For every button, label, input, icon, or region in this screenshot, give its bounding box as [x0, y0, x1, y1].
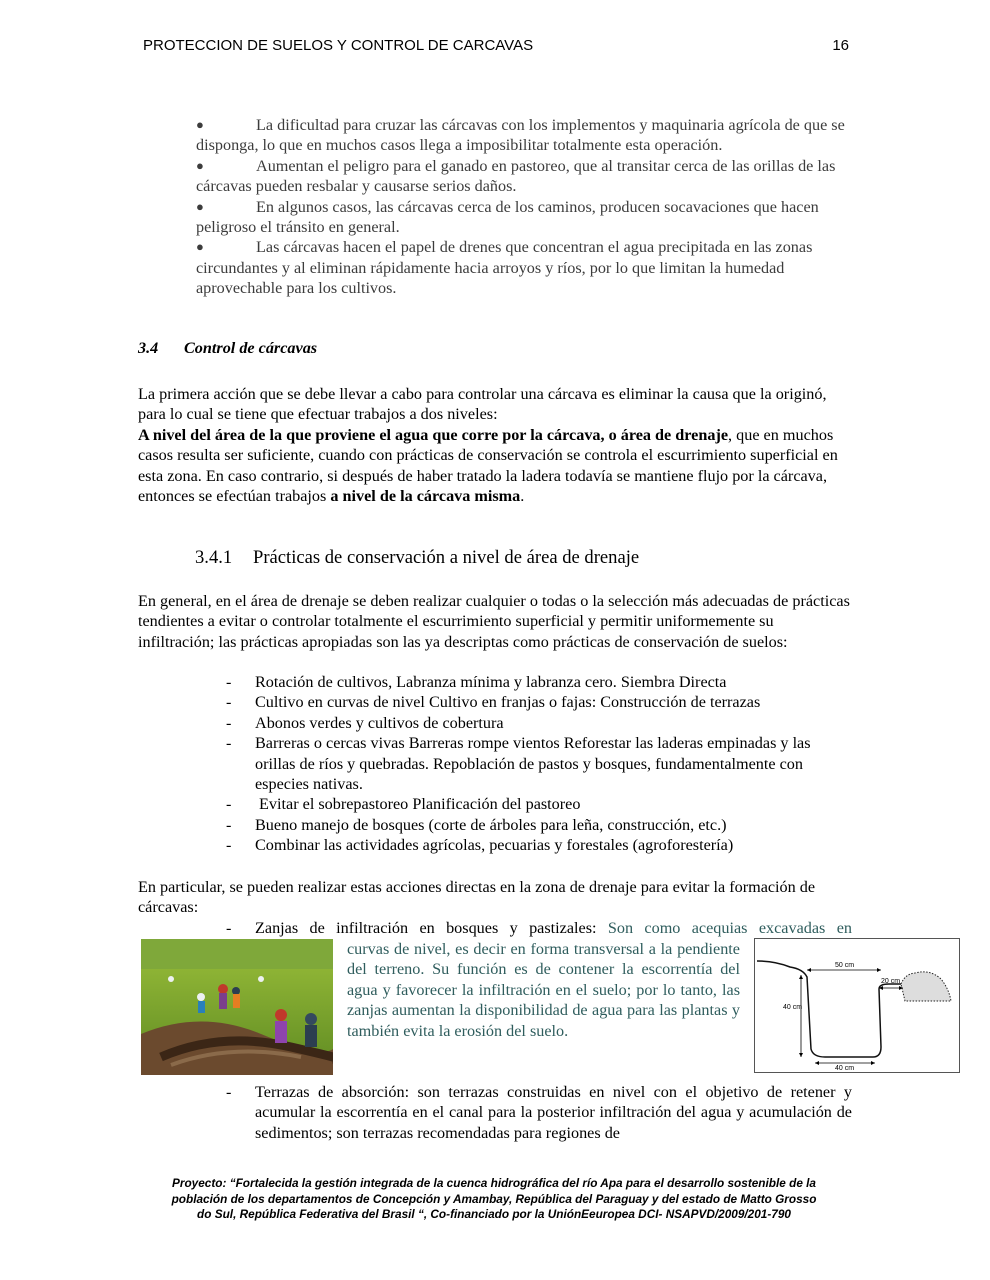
list-item: - Evitar el sobrepastoreo Planificación del pastoreo [226, 795, 581, 814]
terrazas-item: - Terrazas de absorción: son terrazas construidas en nivel con el objetivo de retener y acumular la escorrentía en el canal para la posterior infiltración del agua y acumulación de sedimentos; son terrazas recomendadas para regiones de [226, 1083, 852, 1142]
zanjas-description: curvas de nivel, es decir en forma transversal a la pendiente del terreno. Su función es de contener la escorrentía del agua y favorecer la infiltración en el suelo; por lo tanto, las zanjas aumentan la disponibilidad de agua para las plantas y también evita la erosión del suelo. [347, 940, 740, 1040]
list-item: - Combinar las actividades agrícolas, pecuarias y forestales (agroforestería) [226, 836, 734, 855]
list-item: - Cultivo en curvas de nivel Cultivo en franjas o fajas: Construcción de terrazas [226, 693, 761, 712]
paragraph-drainage: En general, en el área de drenaje se deben realizar cualquier o todas o la selección más adecuadas de prácticas tendientes a evitar o controlar totalmente el escurrimiento superficial y permitir uniformemente su infiltración; las prácticas apropiadas son las ya descriptas como prácticas de conservación de suelos: [138, 592, 850, 651]
page-number: 16 [832, 37, 849, 54]
bullet-item: ● En algunos casos, las cárcavas cerca de los caminos, producen socavaciones que hacen peligroso el tránsito en general. [196, 197, 819, 237]
section-title: Prácticas de conservación a nivel de área de drenaje [253, 547, 640, 568]
section-number: 3.4.1 [195, 547, 233, 568]
paragraph-direct-actions: En particular, se pueden realizar estas acciones directas en la zona de drenaje para evitar la formación de cárcavas: [138, 878, 816, 917]
section-heading-3-4-1 [195, 547, 639, 569]
zanjas-desc-start: Son como acequias excavadas en [607, 919, 852, 937]
zanjas-label: Zanjas de infiltración en bosques y pastizales: [255, 919, 608, 937]
infiltration-trench-photo [141, 939, 333, 1075]
trench-diagram [754, 938, 960, 1073]
list-item: - Bueno manejo de bosques (corte de árboles para leña, construcción, etc.) [226, 815, 727, 834]
bullet-item: ● Las cárcavas hacen el papel de drenes que concentran el agua precipitada en las zonas circundantes y al eliminan rápidamente hacia arroyos y ríos, por lo que limitan la humedad aprovechable para los cultivos. [196, 238, 813, 298]
diagram-depth: 40 cm [783, 1004, 803, 1011]
diagram-top-width: 50 cm [835, 962, 855, 969]
header-title: PROTECCION DE SUELOS Y CONTROL DE CARCAVAS [143, 37, 534, 54]
list-item: - Barreras o cercas vivas Barreras rompe vientos Reforestar las laderas empinadas y las orillas de ríos y quebradas. Repoblación de pastos y bosques, fundamentalmente con especies nativas. [226, 734, 811, 794]
page-footer: Proyecto: “Fortalecida la gestión integrada de la cuenca hidrográfica del río Apa para el desarrollo sostenible de la población de los departamentos de Concepción y Amambay, República del Paraguay y del estado de Matto Grosso do Sul, República Federativa del Brasil “, Co-financiado por la UniónEeuropea DCI- NSAPVD/2009/201-790 [171, 1176, 817, 1221]
section-number: 3.4 [138, 339, 159, 357]
paragraph-control-intro: La primera acción que se debe llevar a cabo para controlar una cárcava es eliminar la causa que la originó, para lo cual se tiene que efectuar trabajos a dos niveles: A nivel del área de la que proviene el agua que corre por la cárcava, o área de drenaje, que en muchos casos resulta ser suficiente, cuando con prácticas de conservación se controla el escurrimiento superficial en esta zona. En caso contrario, si después de haber tratado la ladera todavía se mantiene flujo por la cárcava, entonces se efectúan trabajos a nivel de la cárcava misma. [138, 385, 838, 506]
bullet-icon: ● [196, 117, 204, 132]
bullet-item: ● La dificultad para cruzar las cárcavas con los implementos y maquinaria agrícola de que se disponga, lo que en muchos casos llega a imposibilitar totalmente esta operación. [196, 116, 845, 155]
section-heading-3-4 [138, 339, 317, 358]
diagram-bottom-width: 40 cm [835, 1065, 855, 1072]
section-title: Control de cárcavas [184, 339, 318, 357]
list-item: - Abonos verdes y cultivos de cobertura [226, 713, 504, 732]
bullet-icon: ● [196, 239, 204, 255]
bullet-icon: ● [196, 157, 204, 173]
bullet-item: ● Aumentan el peligro para el ganado en pastoreo, que al transitar cerca de las orillas de las cárcavas pueden resbalar y causarse serios daños. [196, 156, 836, 196]
diagram-side-width: 20 cm [881, 978, 901, 985]
practices-list [226, 672, 852, 856]
zanjas-item: - Zanjas de infiltración en bosques y pastizales: Son como acequias excavadas en [226, 919, 852, 937]
bullet-list [196, 115, 848, 299]
list-item: - Rotación de cultivos, Labranza mínima y labranza cero. Siembra Directa [226, 673, 727, 691]
bullet-icon: ● [196, 198, 204, 214]
